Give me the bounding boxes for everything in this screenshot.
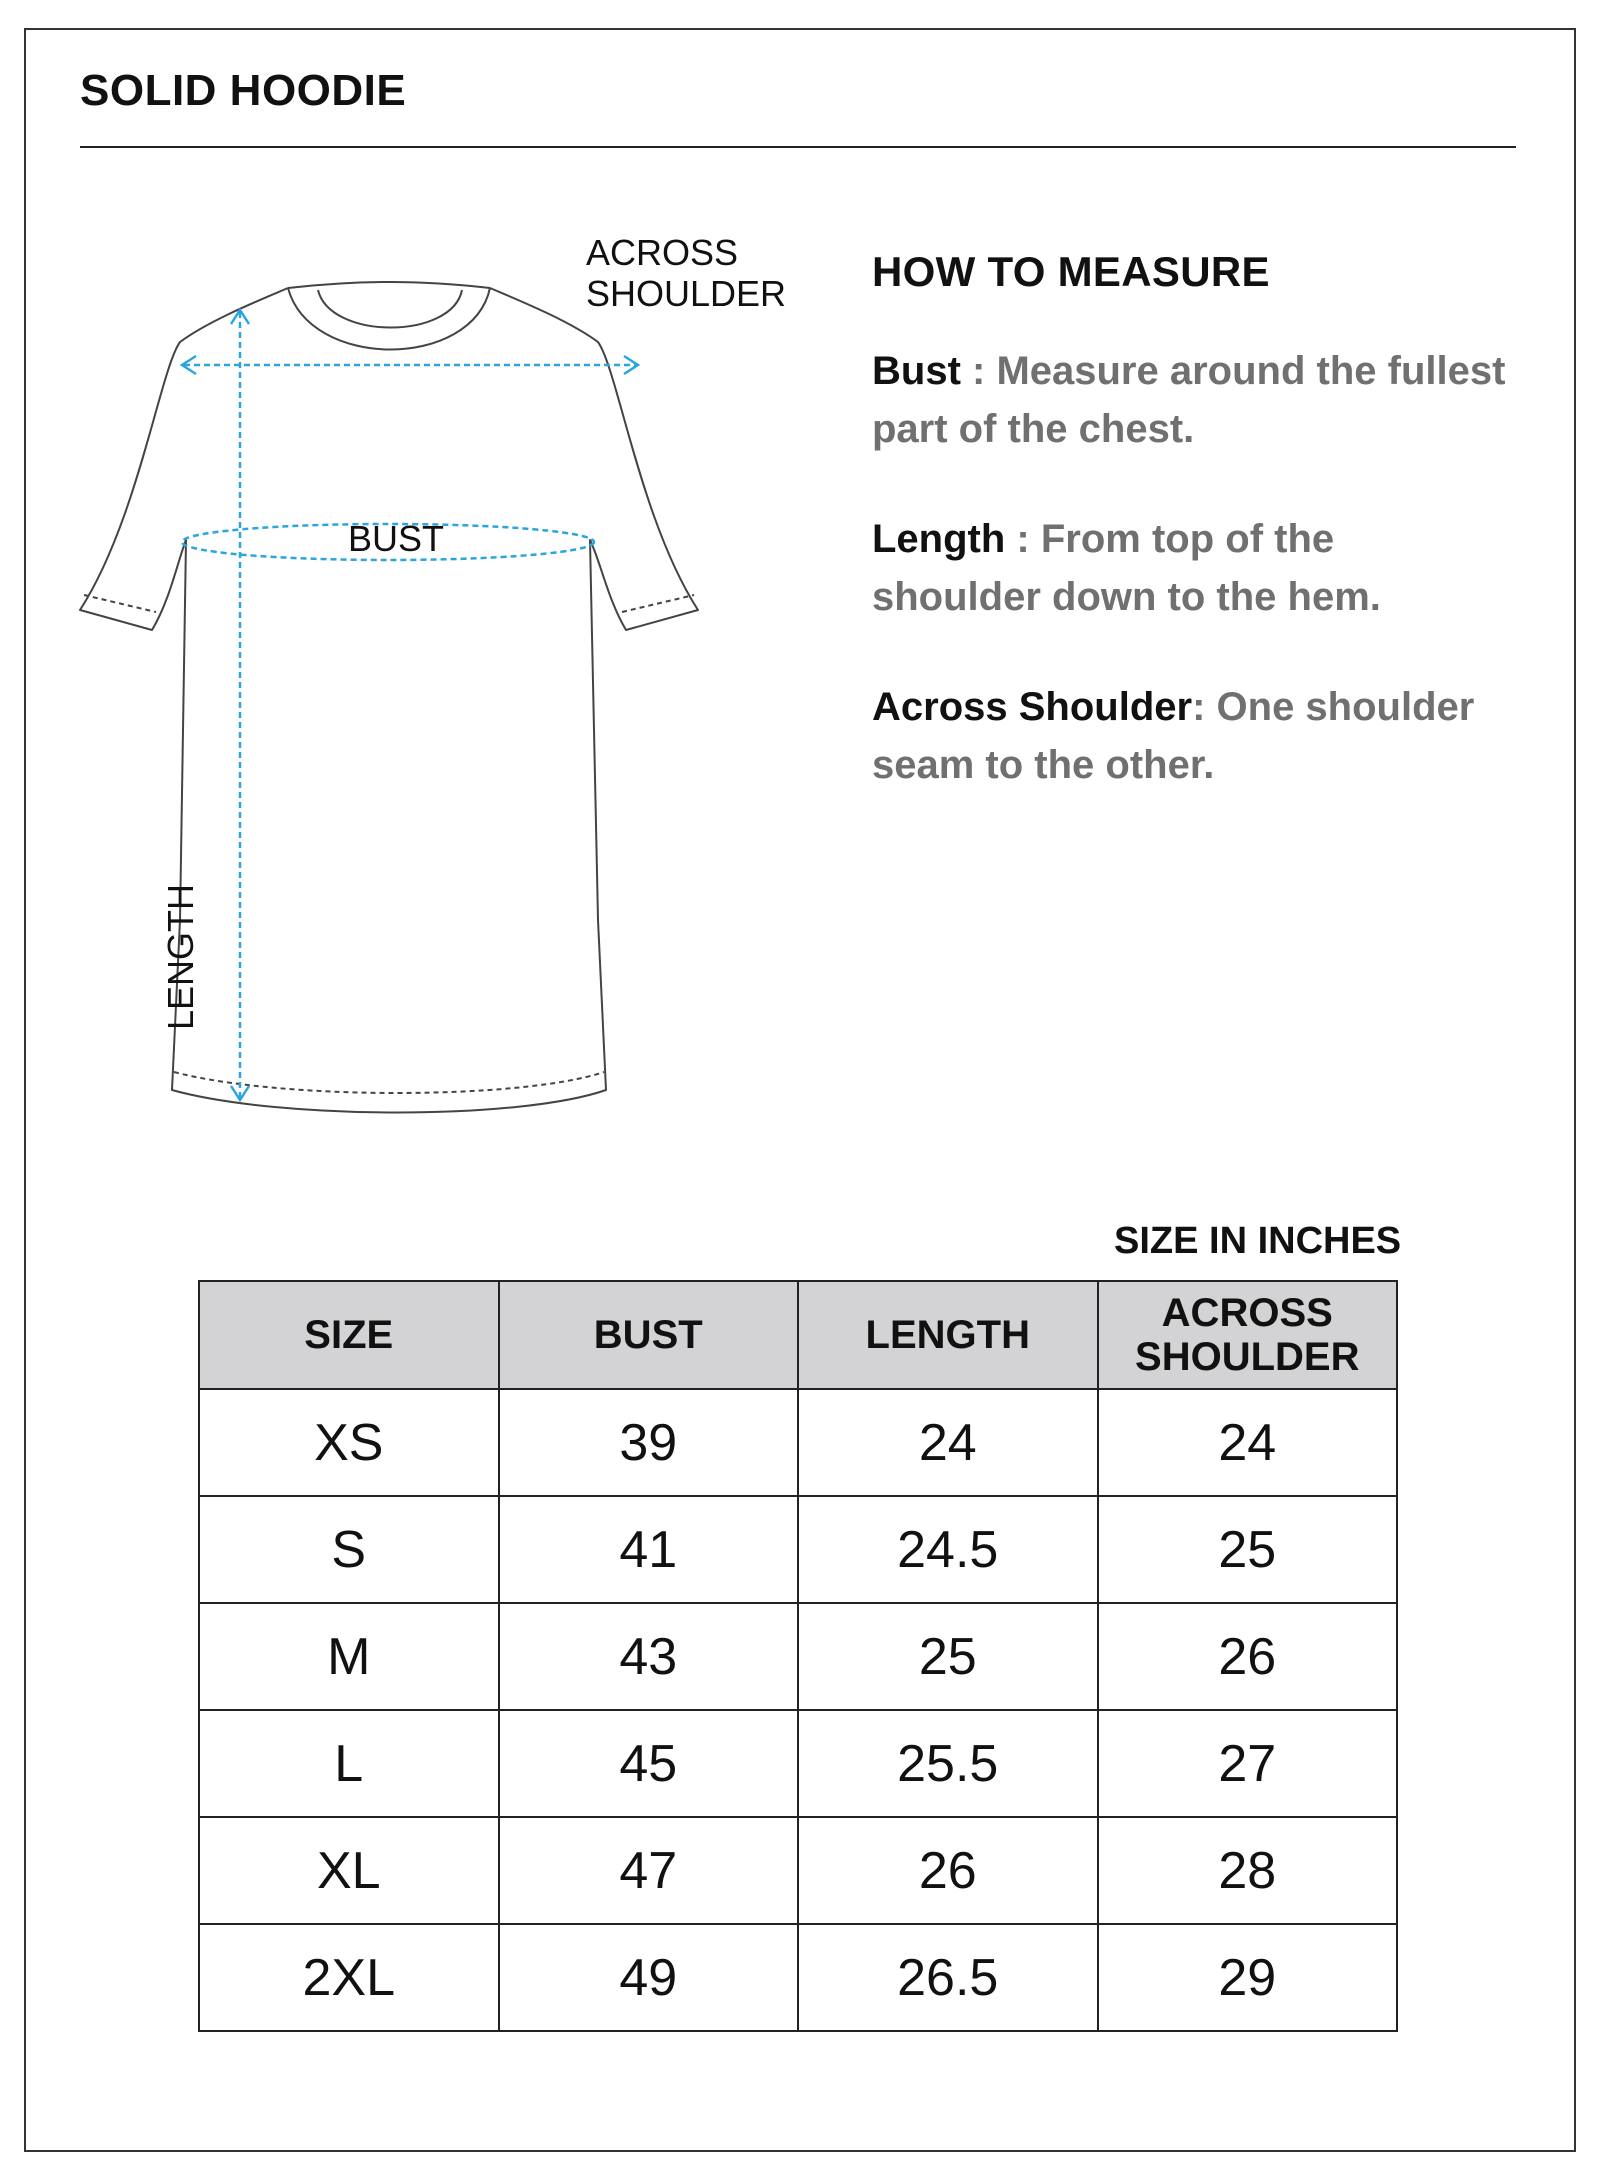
column-header-bust: BUST — [499, 1281, 799, 1389]
measure-separator: : — [1005, 517, 1041, 561]
cell-bust: 41 — [499, 1496, 799, 1603]
page-title: SOLID HOODIE — [80, 66, 407, 115]
measure-item-length — [872, 510, 1512, 626]
cell-across-shoulder: 26 — [1098, 1603, 1398, 1710]
table-row — [199, 1496, 1397, 1603]
how-to-measure-panel — [872, 248, 1512, 846]
table-row — [199, 1924, 1397, 2031]
measure-item-bust — [872, 342, 1512, 458]
title-divider — [80, 146, 1516, 148]
cell-length: 26.5 — [798, 1924, 1098, 2031]
column-header-size: SIZE — [199, 1281, 499, 1389]
cell-length: 25.5 — [798, 1710, 1098, 1817]
cell-size: XS — [199, 1389, 499, 1496]
how-to-measure-heading: HOW TO MEASURE — [872, 248, 1270, 295]
cell-length: 25 — [798, 1603, 1098, 1710]
cell-length: 26 — [798, 1817, 1098, 1924]
cell-across-shoulder: 24 — [1098, 1389, 1398, 1496]
cell-across-shoulder: 25 — [1098, 1496, 1398, 1603]
measure-separator: : — [960, 349, 997, 393]
table-row — [199, 1817, 1397, 1924]
cell-size: XL — [199, 1817, 499, 1924]
measure-text: From top of the shoulder down to the hem. — [872, 517, 1381, 619]
cell-bust: 49 — [499, 1924, 799, 2031]
cell-bust: 47 — [499, 1817, 799, 1924]
cell-size: S — [199, 1496, 499, 1603]
table-row — [199, 1389, 1397, 1496]
cell-length: 24.5 — [798, 1496, 1098, 1603]
cell-size: 2XL — [199, 1924, 499, 2031]
table-header-row — [199, 1281, 1397, 1389]
measure-lines — [182, 310, 638, 1100]
cell-across-shoulder: 29 — [1098, 1924, 1398, 2031]
cell-bust: 39 — [499, 1389, 799, 1496]
length-label: LENGTH — [160, 883, 201, 1030]
cell-size: L — [199, 1710, 499, 1817]
measure-term: Across Shoulder — [872, 685, 1193, 729]
measure-text: Measure around the fullest part of the chest. — [872, 349, 1506, 451]
table-row — [199, 1710, 1397, 1817]
measure-term: Bust — [872, 349, 961, 393]
cell-across-shoulder: 28 — [1098, 1817, 1398, 1924]
measure-item-across-shoulder — [872, 678, 1512, 794]
column-header-across-shoulder: ACROSS SHOULDER — [1098, 1281, 1398, 1389]
table-row — [199, 1603, 1397, 1710]
bust-label: BUST — [348, 518, 445, 559]
measure-separator: : — [1192, 685, 1217, 729]
size-chart-table — [198, 1280, 1398, 2032]
column-header-length: LENGTH — [798, 1281, 1098, 1389]
cell-size: M — [199, 1603, 499, 1710]
cell-bust: 43 — [499, 1603, 799, 1710]
cell-bust: 45 — [499, 1710, 799, 1817]
units-label: SIZE IN INCHES — [1114, 1220, 1402, 1262]
cell-across-shoulder: 27 — [1098, 1710, 1398, 1817]
measure-term: Length — [872, 517, 1006, 561]
across-shoulder-label: ACROSS SHOULDER — [586, 232, 787, 315]
measure-text: One shoulder seam to the other. — [872, 685, 1475, 787]
cell-length: 24 — [798, 1389, 1098, 1496]
measurement-diagram — [60, 220, 840, 1140]
